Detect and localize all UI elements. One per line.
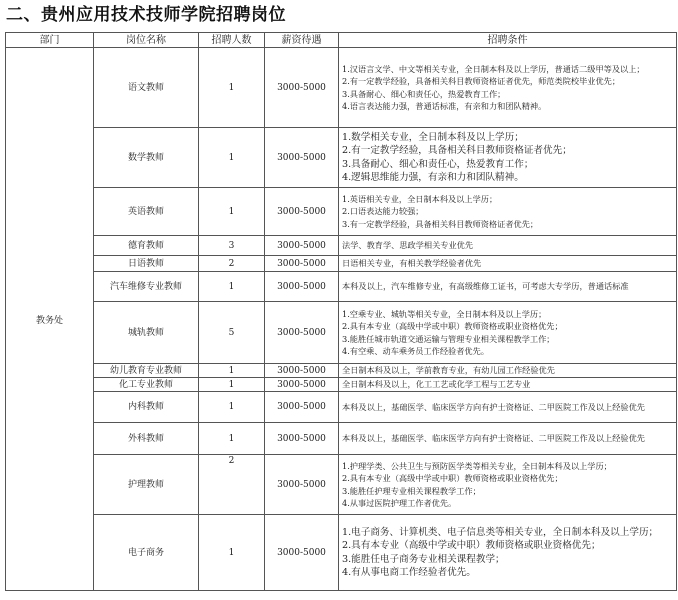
- count-cell: 1: [199, 188, 265, 236]
- table-row: [6, 128, 677, 188]
- salary-cell: 3000-5000: [265, 128, 339, 188]
- requirement-line: 本科及以上，汽车维修专业，有高级维修工证书，可考虑大专学历，普通话标准: [342, 281, 629, 292]
- requirement-line: 1.空乘专业、城轨等相关专业，全日制本科及以上学历；: [342, 309, 547, 320]
- position-cell: 城轨教师: [94, 302, 199, 364]
- count-cell: 1: [199, 364, 265, 378]
- position-cell: 化工专业教师: [94, 378, 199, 392]
- salary-cell: 3000-5000: [265, 515, 339, 591]
- table-row: [6, 378, 677, 392]
- salary-cell: 3000-5000: [265, 392, 339, 423]
- table-row: [6, 188, 677, 236]
- count-cell: 1: [199, 515, 265, 591]
- requirement-line: 2.具有本专业（高级中学或中职）教师资格或职业资格优先；: [342, 321, 563, 332]
- salary-cell: 3000-5000: [265, 364, 339, 378]
- salary-cell: 3000-5000: [265, 378, 339, 392]
- position-cell: 内科教师: [94, 392, 199, 423]
- table-row: [6, 364, 677, 378]
- count-cell: 2: [199, 455, 265, 515]
- count-cell: 1: [199, 378, 265, 392]
- requirement-line: 全日制本科及以上，化工工艺或化学工程与工艺专业: [342, 379, 531, 390]
- salary-cell: 3000-5000: [265, 256, 339, 272]
- table-row: [6, 515, 677, 591]
- header-department: 部门: [6, 33, 94, 48]
- table-row: [6, 272, 677, 302]
- count-cell: 1: [199, 48, 265, 128]
- requirement-line: 1.汉语言文学、中文等相关专业，全日制本科及以上学历，普通话二级甲等及以上；: [342, 64, 645, 75]
- position-cell: 外科教师: [94, 423, 199, 455]
- position-cell: 幼儿教育专业教师: [94, 364, 199, 378]
- requirement-line: 法学、教育学、思政学相关专业优先: [342, 240, 474, 251]
- requirement-line: 4.语言表达能力强，普通话标准，有亲和力和团队精神。: [342, 100, 547, 111]
- requirement-line: 2.具有本专业（高级中学或中职）教师资格或职业资格优先；: [342, 540, 601, 552]
- table-row: [6, 48, 677, 128]
- requirement-line: 3.具备耐心、细心和责任心，热爱教育工作；: [342, 158, 534, 170]
- header-count: 招聘人数: [199, 33, 265, 48]
- salary-cell: 3000-5000: [265, 455, 339, 515]
- requirement-line: 2.具有本专业（高级中学或中职）教师资格或职业资格优先；: [342, 473, 563, 484]
- requirement-line: 全日制本科及以上，学前教育专业，有幼儿园工作经验优先: [342, 365, 555, 376]
- count-cell: 1: [199, 128, 265, 188]
- requirements-cell: [339, 392, 677, 423]
- requirement-line: 3.有一定教学经验，具备相关科目教师资格证者优先；: [342, 218, 539, 229]
- requirement-line: 1.数学相关专业，全日制本科及以上学历；: [342, 131, 524, 143]
- department-cell: 教务处: [6, 48, 94, 591]
- position-cell: 电子商务: [94, 515, 199, 591]
- table-row: [6, 455, 677, 515]
- page-title: 二、贵州应用技术技师学院招聘岗位: [6, 5, 286, 25]
- salary-cell: 3000-5000: [265, 272, 339, 302]
- salary-cell: 3000-5000: [265, 188, 339, 236]
- salary-cell: 3000-5000: [265, 236, 339, 256]
- requirement-line: 本科及以上，基础医学、临床医学方向有护士资格证、二甲医院工作及以上经验优先: [342, 401, 645, 412]
- requirements-cell: [339, 455, 677, 515]
- requirements-cell: [339, 188, 677, 236]
- recruitment-table: [5, 32, 677, 591]
- header-position: 岗位名称: [94, 33, 199, 48]
- table-row: [6, 256, 677, 272]
- requirement-line: 1.英语相关专业，全日制本科及以上学历；: [342, 194, 498, 205]
- requirements-cell: [339, 515, 677, 591]
- requirement-line: 1.电子商务、计算机类、电子信息类等相关专业，全日制本科及以上学历；: [342, 526, 659, 538]
- header-requirements: 招聘条件: [339, 33, 677, 48]
- position-cell: 汽车维修专业教师: [94, 272, 199, 302]
- position-cell: 日语教师: [94, 256, 199, 272]
- table-header-row: [6, 33, 677, 48]
- salary-cell: 3000-5000: [265, 302, 339, 364]
- count-cell: 1: [199, 392, 265, 423]
- count-cell: 2: [199, 256, 265, 272]
- requirement-line: 本科及以上，基础医学、临床医学方向有护士资格证、二甲医院工作及以上经验优先: [342, 433, 645, 444]
- requirements-cell: [339, 48, 677, 128]
- table-row: [6, 423, 677, 455]
- requirement-line: 2.口语表达能力较强；: [342, 206, 424, 217]
- header-salary: 薪资待遇: [265, 33, 339, 48]
- requirement-line: 4.逻辑思维能力强，有亲和力和团队精神。: [342, 171, 524, 183]
- salary-cell: 3000-5000: [265, 423, 339, 455]
- requirements-cell: [339, 378, 677, 392]
- position-cell: 英语教师: [94, 188, 199, 236]
- table-row: [6, 236, 677, 256]
- requirements-cell: [339, 302, 677, 364]
- position-cell: 德育教师: [94, 236, 199, 256]
- count-cell: 1: [199, 272, 265, 302]
- requirements-cell: [339, 272, 677, 302]
- count-cell: 1: [199, 423, 265, 455]
- table-row: [6, 302, 677, 364]
- requirement-line: 4.从事过医院护理工作者优先。: [342, 497, 457, 508]
- requirement-line: 1.护理学类、公共卫生与预防医学类等相关专业，全日制本科及以上学历；: [342, 461, 612, 472]
- requirement-line: 2.有一定教学经验，具备相关科目教师资格证者优先；: [342, 145, 572, 157]
- requirement-line: 3.具备耐心、细心和责任心，热爱教育工作；: [342, 88, 506, 99]
- requirements-cell: [339, 236, 677, 256]
- requirement-line: 4.有从事电商工作经验者优先。: [342, 566, 476, 578]
- position-cell: 数学教师: [94, 128, 199, 188]
- salary-cell: 3000-5000: [265, 48, 339, 128]
- requirement-line: 4.有空乘、动车乘务员工作经验者优先。: [342, 345, 489, 356]
- position-cell: 护理教师: [94, 455, 199, 515]
- requirement-line: 日语相关专业，有相关教学经验者优先: [342, 258, 482, 269]
- count-cell: 5: [199, 302, 265, 364]
- requirement-line: 2.有一定教学经验，具备相关科目教师资格证者优先，师范类院校毕业优先；: [342, 76, 621, 87]
- requirements-cell: [339, 423, 677, 455]
- requirement-line: 3.能胜任护理专业相关课程教学工作；: [342, 485, 481, 496]
- position-cell: 语文教师: [94, 48, 199, 128]
- requirements-cell: [339, 256, 677, 272]
- requirement-line: 3.能胜任电子商务专业相关课程教学；: [342, 553, 505, 565]
- count-cell: 3: [199, 236, 265, 256]
- requirement-line: 3.能胜任城市轨道交通运输与管理专业相关课程教学工作；: [342, 333, 555, 344]
- requirements-cell: [339, 128, 677, 188]
- requirements-cell: [339, 364, 677, 378]
- table-row: [6, 392, 677, 423]
